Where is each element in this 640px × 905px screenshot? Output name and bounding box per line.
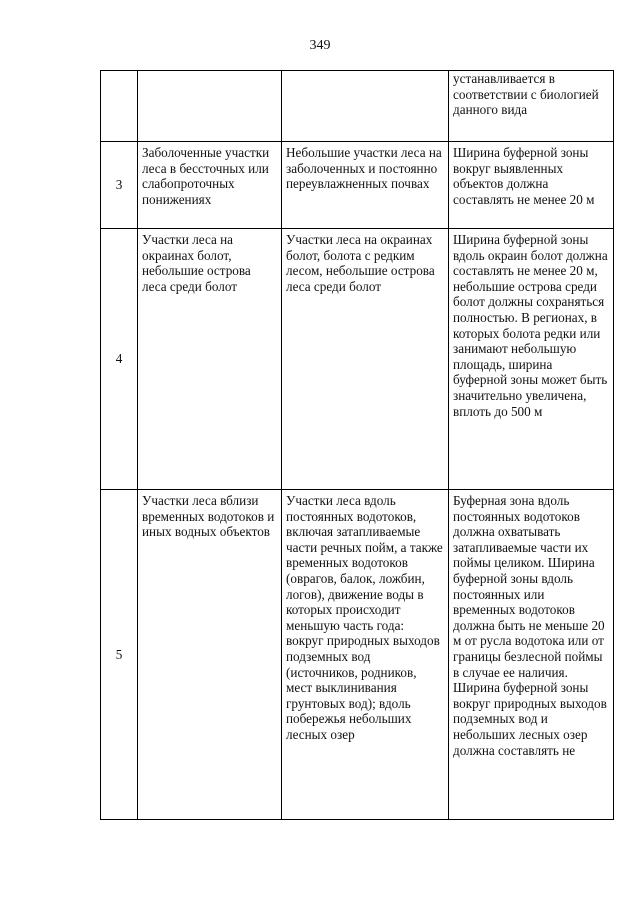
object-description-cell: Небольшие участки леса на заболоченных и постоянно переувлажненных почвах — [282, 142, 449, 229]
row-number-cell: 4 — [101, 229, 138, 490]
object-description-cell: Участки леса на окраинах болот, болота с редким лесом, небольшие острова леса среди болот — [282, 229, 449, 490]
object-type-cell — [138, 71, 282, 142]
table-row — [101, 71, 614, 142]
row-number-cell: 5 — [101, 490, 138, 820]
object-type-cell: Участки леса на окраинах болот, небольшие острова леса среди болот — [138, 229, 282, 490]
row-number-cell: 3 — [101, 142, 138, 229]
table-row — [101, 142, 614, 229]
buffer-zone-cell: Ширина буферной зоны вдоль окраин болот должна составлять не менее 20 м, небольшие острова среди болот должны сохраняться полностью. В регионах, в которых болота редки или занимают небольшую площадь, ширина буферной зоны может быть значительно увеличена, вплоть до 500 м — [449, 229, 614, 490]
row-number-cell — [101, 71, 138, 142]
page-number: 349 — [309, 38, 331, 53]
buffer-zone-cell: Ширина буферной зоны вокруг выявленных объектов должна составлять не менее 20 м — [449, 142, 614, 229]
object-type-cell: Заболоченные участки леса в бессточных или слабопроточных понижениях — [138, 142, 282, 229]
buffer-zone-cell: Буферная зона вдоль постоянных водотоков должна охватывать затапливаемые части их поймы целиком. Ширина буферной зоны вдоль постоянных или временных водотоков должна быть не меньше 20 м от русла водотока или от границы безлесной поймы в случае ее наличия. Ширина буферной зоны вокруг природных выходов подземных вод и небольших лесных озер должна составлять не — [449, 490, 614, 820]
table-row — [101, 229, 614, 490]
buffer-zone-cell: устанавливается в соответствии с биологией данного вида — [449, 71, 614, 142]
object-description-cell — [282, 71, 449, 142]
table-row — [101, 490, 614, 820]
object-description-cell: Участки леса вдоль постоянных водотоков, включая затапливаемые части речных пойм, а также временных водотоков (оврагов, балок, ложбин, логов), движение воды в которых происходит меньшую часть года: вокруг природных выходов подземных вод (источников, родников, мест выклинивания грунтовых вод); вдоль побережья небольших лесных озер — [282, 490, 449, 820]
document-table — [100, 70, 614, 820]
object-type-cell: Участки леса вблизи временных водотоков и иных водных объектов — [138, 490, 282, 820]
